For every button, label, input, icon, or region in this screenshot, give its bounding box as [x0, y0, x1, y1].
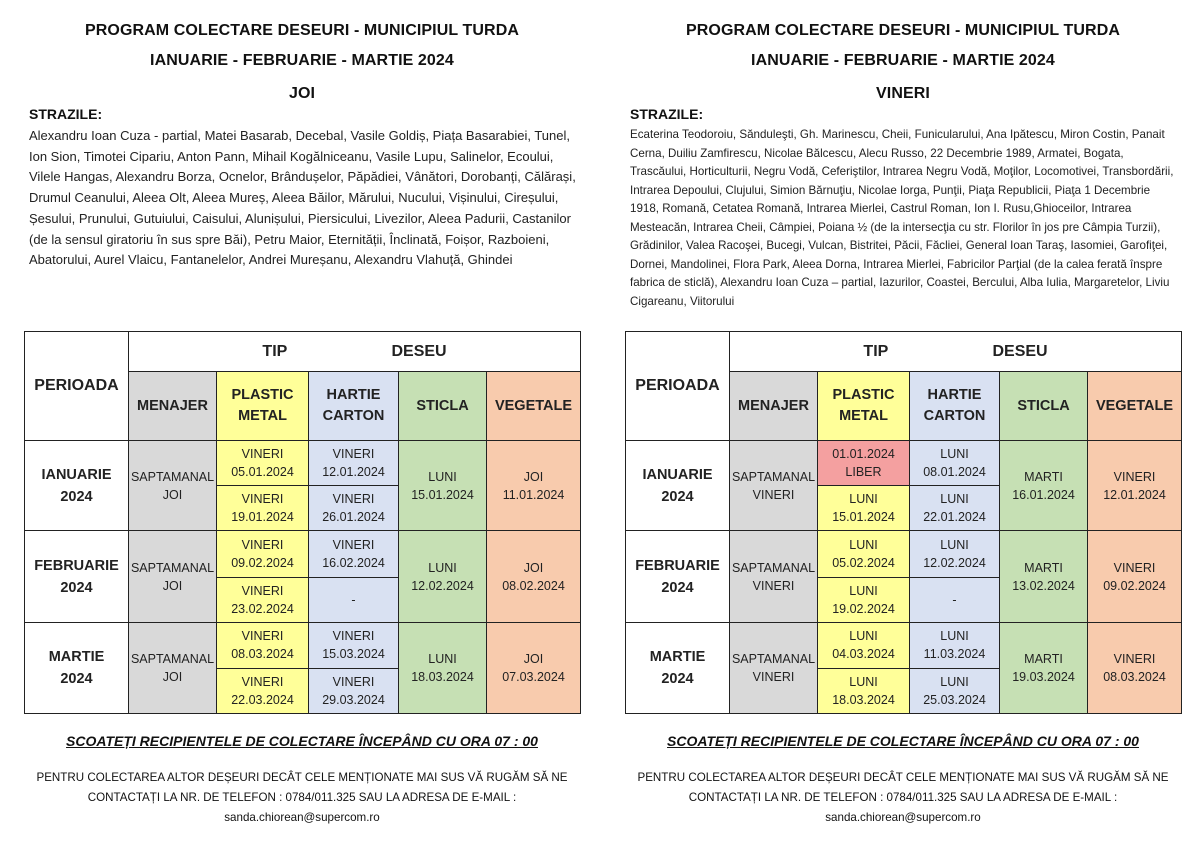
menajer-cell: SAPTAMANAL JOI: [129, 531, 217, 622]
col-plastic-metal: PLASTIC METAL: [818, 372, 910, 441]
plastic-cell: VINERI 23.02.2024: [217, 577, 309, 622]
plastic-cell: LUNI 05.02.2024: [818, 531, 910, 577]
schedule-table: [24, 331, 581, 714]
hartie-cell: -: [309, 577, 399, 622]
vegetale-cell: VINERI 08.03.2024: [1088, 622, 1182, 713]
hartie-cell: -: [910, 577, 1000, 622]
hartie-cell: VINERI 26.01.2024: [309, 486, 399, 531]
menajer-cell: SAPTAMANAL JOI: [129, 622, 217, 713]
vegetale-cell: JOI 07.03.2024: [487, 622, 581, 713]
contact-line: PENTRU COLECTAREA ALTOR DEȘEURI DECÂT CELE MENȚIONATE MAI SUS VĂ RUGĂM SĂ NE: [637, 771, 1169, 784]
month-februarie: FEBRUARIE 2024: [626, 531, 730, 622]
period-header: PERIOADA: [626, 332, 730, 441]
contact-info: [24, 768, 580, 828]
vegetale-cell: JOI 11.01.2024: [487, 441, 581, 531]
document-title: PROGRAM COLECTARE DESEURI - MUNICIPIUL TURDA: [685, 22, 1121, 39]
month-martie: MARTIE 2024: [626, 622, 730, 713]
schedule-table: [625, 331, 1182, 714]
hartie-cell: LUNI 11.03.2024: [910, 622, 1000, 668]
waste-type-header: TIP DESEU: [730, 332, 1182, 372]
menajer-cell: SAPTAMANAL JOI: [129, 441, 217, 531]
month-februarie: FEBRUARIE 2024: [25, 531, 129, 622]
document-subtitle: IANUARIE - FEBRUARIE - MARTIE 2024: [150, 52, 454, 69]
col-sticla: STICLA: [399, 372, 487, 441]
collection-time-notice: SCOATEȚI RECIPIENTELE DE COLECTARE ÎNCEPÂND CU ORA 07 : 00: [66, 733, 538, 749]
menajer-cell: SAPTAMANAL VINERI: [730, 531, 818, 622]
col-hartie-carton: HARTIE CARTON: [910, 372, 1000, 441]
hartie-cell: VINERI 15.03.2024: [309, 622, 399, 668]
month-martie: MARTIE 2024: [25, 622, 129, 713]
col-plastic-metal: PLASTIC METAL: [217, 372, 309, 441]
col-vegetale: VEGETALE: [487, 372, 581, 441]
col-sticla: STICLA: [1000, 372, 1088, 441]
vegetale-cell: VINERI 12.01.2024: [1088, 441, 1182, 531]
plastic-cell: VINERI 22.03.2024: [217, 668, 309, 713]
streets-label: STRAZILE:: [630, 106, 704, 122]
col-menajer: MENAJER: [129, 372, 217, 441]
streets-label: STRAZILE:: [29, 106, 103, 122]
plastic-cell-holiday: 01.01.2024 LIBER: [818, 441, 910, 486]
contact-email: sanda.chiorean@supercom.ro: [224, 811, 380, 824]
plastic-cell: LUNI 04.03.2024: [818, 622, 910, 668]
hartie-cell: LUNI 22.01.2024: [910, 486, 1000, 531]
plastic-cell: VINERI 08.03.2024: [217, 622, 309, 668]
hartie-cell: LUNI 12.02.2024: [910, 531, 1000, 577]
contact-line: CONTACTAȚI LA NR. DE TELEFON : 0784/011.325 SAU LA ADRESA DE E-MAIL :: [688, 791, 1118, 804]
plastic-cell: VINERI 19.01.2024: [217, 486, 309, 531]
hartie-cell: VINERI 29.03.2024: [309, 668, 399, 713]
streets-list: Alexandru Ioan Cuza - partial, Matei Basarab, Decebal, Vasile Goldiș, Piața Basarabiei, Tunel, Ion Sion, Timotei Cipariu, Anton Pann, Mihail Kogălniceanu, Vasile Lupu, Salinelor, Ecoului, Vilele Hangas, Alexandru Borza, Ocnelor, Brândușelor, Păpădiei, Vânători, Dorobanți, Călărași, Drumul Ceanului, Aleea Olt, Aleea Mureș, Aleea Băilor, Mărului, Nucului, Vișinului, Cireșului, Șesului, Prunului, Gutuiului, Caisului, Alunișului, Piersicului, Livezilor, Aleea Padurii, Castanilor (de la sensul giratoriu în sus spre Băi), Petru Maior, Eternității, Înclinată, Foișor, Razboieni, Abatorului, Aurel Vlaicu, Fantanelelor, Andrei Mureșanu, Alexandru Vlahuță, Ghindei: [29, 128, 576, 268]
menajer-cell: SAPTAMANAL VINERI: [730, 441, 818, 531]
hartie-cell: LUNI 25.03.2024: [910, 668, 1000, 713]
waste-type-header: TIP DESEU: [129, 332, 581, 372]
period-header: PERIOADA: [25, 332, 129, 441]
panel-joi: [24, 0, 580, 848]
document-subtitle: IANUARIE - FEBRUARIE - MARTIE 2024: [751, 52, 1055, 69]
menajer-cell: SAPTAMANAL VINERI: [730, 622, 818, 713]
collection-time-notice: SCOATEȚI RECIPIENTELE DE COLECTARE ÎNCEPÂND CU ORA 07 : 00: [667, 733, 1139, 749]
panel-vineri: [625, 0, 1181, 848]
col-hartie-carton: HARTIE CARTON: [309, 372, 399, 441]
hartie-cell: LUNI 08.01.2024: [910, 441, 1000, 486]
sticla-cell: MARTI 19.03.2024: [1000, 622, 1088, 713]
hartie-cell: VINERI 16.02.2024: [309, 531, 399, 577]
plastic-cell: LUNI 18.03.2024: [818, 668, 910, 713]
plastic-cell: LUNI 15.01.2024: [818, 486, 910, 531]
col-vegetale: VEGETALE: [1088, 372, 1182, 441]
plastic-cell: VINERI 09.02.2024: [217, 531, 309, 577]
month-ianuarie: IANUARIE 2024: [626, 441, 730, 531]
month-ianuarie: IANUARIE 2024: [25, 441, 129, 531]
sticla-cell: MARTI 13.02.2024: [1000, 531, 1088, 622]
streets-list: Ecaterina Teodoroiu, Sănduleşti, Gh. Marinescu, Cheii, Funicularului, Ana Ipătescu, Miron Costin, Panait Cerna, Duiliu Zamfirescu, Nicolae Bălcescu, Alecu Russo, 22 Decembrie 1989, Armatei, Bogata, Trascăului, Horticulturii, Negru Vodă, Ceferiştilor, Intrarea Negru Vodă, Moţilor, Locomotivei, Transbordării, Intrarea Depoului, Clujului, Simion Bărnuţiu, Nicolae Iorga, Punţii, Piaţa Republicii, Piaţa 1 Decembrie 1918, Romană, Cetatea Romană, Intrarea Mierlei, Castrul Roman, Ion I. Rusu,Ghioceilor, Intrarea Mesteacăn, Intrarea Cheii, Câmpiei, Poiana ½ (de la intersecţia cu str. Florilor în jos pre Câmpia Turzii), Grădinilor, Valea Racoşei, Bucegi, Vulcan, Bistritei, Păcii, Făcliei, General Ioan Taraş, Iasomiei, Garofiţei, Dornei, Mandolinei, Flora Park, Aleea Dorna, Intrarea Mierlei, Fabricilor Parţial (de la calea ferată înspre fabrica de sticlă), Alexandru Ioan Cuza – partial, Iazurilor, Coastei, Bercului, Alba Iulia, Margaretelor, Liviu Cigareanu, Viitorului: [630, 128, 1174, 308]
vegetale-cell: JOI 08.02.2024: [487, 531, 581, 622]
hartie-cell: VINERI 12.01.2024: [309, 441, 399, 486]
contact-line: PENTRU COLECTAREA ALTOR DEȘEURI DECÂT CELE MENȚIONATE MAI SUS VĂ RUGĂM SĂ NE: [36, 771, 568, 784]
col-menajer: MENAJER: [730, 372, 818, 441]
contact-info: [625, 768, 1181, 828]
contact-line: CONTACTAȚI LA NR. DE TELEFON : 0784/011.325 SAU LA ADRESA DE E-MAIL :: [87, 791, 517, 804]
contact-email: sanda.chiorean@supercom.ro: [825, 811, 981, 824]
collection-day: JOI: [288, 85, 316, 102]
plastic-cell: VINERI 05.01.2024: [217, 441, 309, 486]
sticla-cell: MARTI 16.01.2024: [1000, 441, 1088, 531]
document-title: PROGRAM COLECTARE DESEURI - MUNICIPIUL TURDA: [84, 22, 520, 39]
plastic-cell: LUNI 19.02.2024: [818, 577, 910, 622]
sticla-cell: LUNI 15.01.2024: [399, 441, 487, 531]
sticla-cell: LUNI 18.03.2024: [399, 622, 487, 713]
collection-day: VINERI: [876, 85, 930, 102]
sticla-cell: LUNI 12.02.2024: [399, 531, 487, 622]
vegetale-cell: VINERI 09.02.2024: [1088, 531, 1182, 622]
